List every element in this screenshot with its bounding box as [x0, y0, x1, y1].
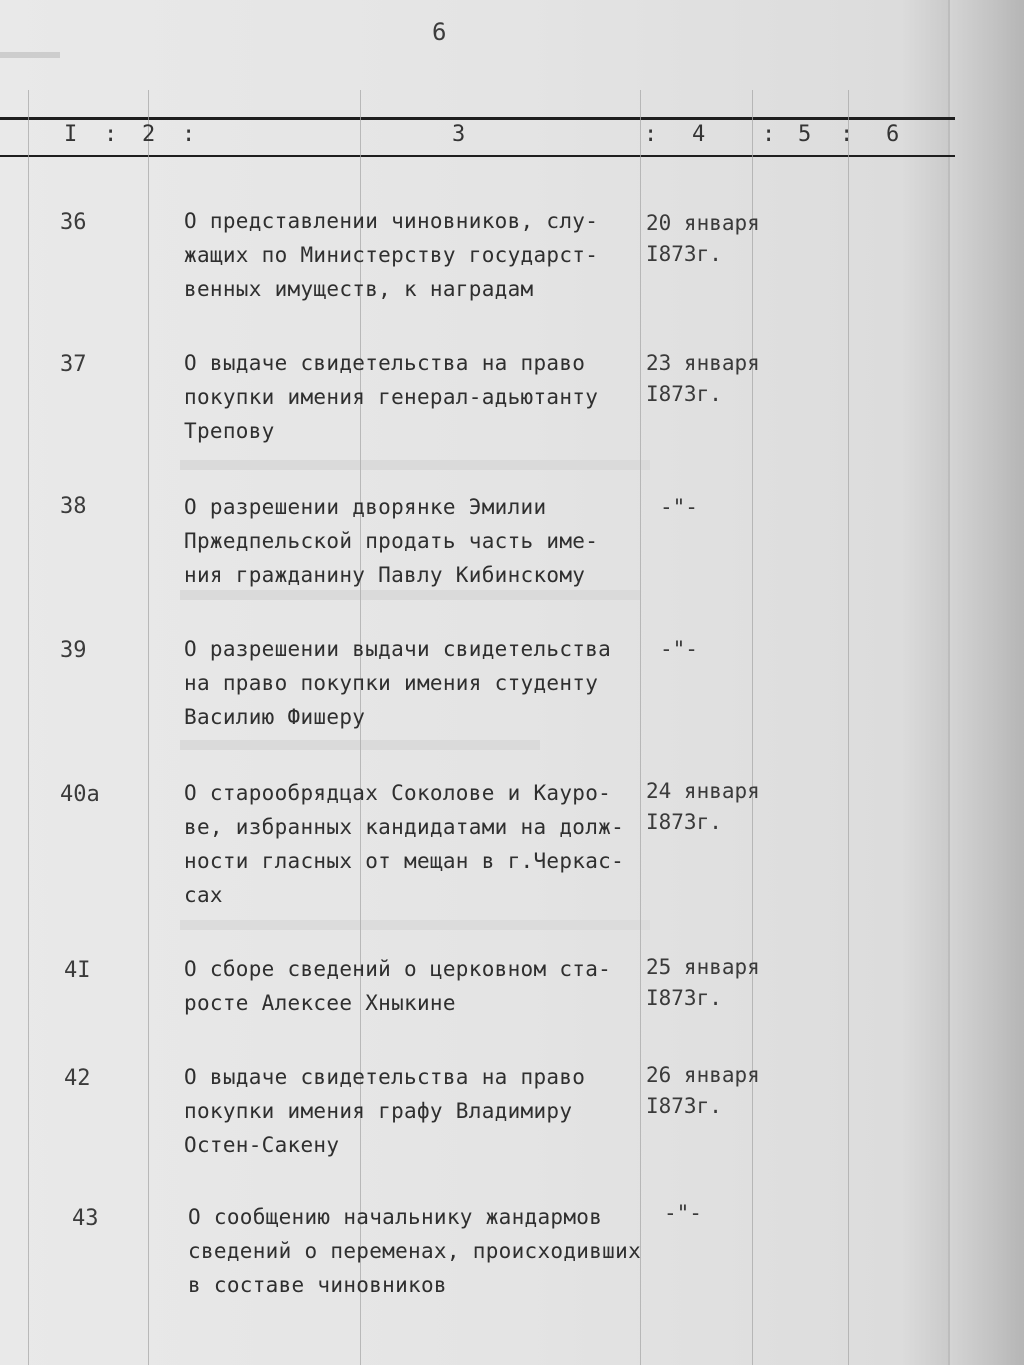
entry-line: ния гражданину Павлу Кибинскому — [184, 563, 586, 587]
entry-date-ditto: -"- — [660, 495, 698, 519]
entry-line: жащих по Министерству государст- — [184, 243, 599, 267]
entry-description — [184, 952, 644, 1020]
entry-line: О представлении чиновников, слу- — [184, 209, 599, 233]
header-separator: : — [762, 122, 776, 147]
entry-line: покупки имения графу Владимиру — [184, 1099, 573, 1123]
entry-date — [646, 776, 760, 838]
entry-date-day: 24 января — [646, 779, 760, 803]
entry-line: сах — [184, 883, 223, 907]
header-separator: : — [104, 122, 118, 147]
header-col-4: 4 — [692, 122, 706, 147]
entry-line: О выдаче свидетельства на право — [184, 1065, 586, 1089]
entry-number: 39 — [60, 638, 87, 663]
entry-line: ности гласных от мещан в г.Черкас- — [184, 849, 625, 873]
entry-line: О выдаче свидетельства на право — [184, 351, 586, 375]
entry-date-day: 23 января — [646, 351, 760, 375]
entry-number: 38 — [60, 494, 87, 519]
page-edge-shadow — [948, 0, 1024, 1365]
entry-number: 43 — [72, 1206, 99, 1231]
header-col-1: I — [64, 122, 78, 147]
entry-description — [184, 776, 644, 912]
header-col-5: 5 — [798, 122, 812, 147]
entry-line: О разрешении выдачи свидетельства — [184, 637, 612, 661]
entry-date-year: I873г. — [646, 986, 722, 1010]
entry-date-day: 26 января — [646, 1063, 760, 1087]
entry-number: 36 — [60, 210, 87, 235]
header-col-6: 6 — [886, 122, 900, 147]
entry-date — [660, 634, 698, 665]
entry-date-year: I873г. — [646, 242, 722, 266]
entry-number: 37 — [60, 352, 87, 377]
entry-line: О сообщению начальнику жандармов — [188, 1205, 603, 1229]
entry-line: в составе чиновников — [188, 1273, 447, 1297]
column-guide — [148, 90, 149, 1365]
entry-description — [184, 490, 644, 592]
entry-date-ditto: -"- — [664, 1201, 702, 1225]
bleed-through-mark — [180, 920, 650, 930]
entry-date — [646, 1060, 760, 1122]
bleed-through-mark — [180, 460, 650, 470]
header-separator: : — [644, 122, 658, 147]
entry-date-year: I873г. — [646, 1094, 722, 1118]
entry-line: О старообрядцах Соколове и Кауро- — [184, 781, 612, 805]
entry-line: Трепову — [184, 419, 275, 443]
header-separator: : — [840, 122, 854, 147]
entry-date-day: 25 января — [646, 955, 760, 979]
page-number: 6 — [432, 18, 447, 46]
entry-line: венных имуществ, к наградам — [184, 277, 534, 301]
entry-date — [660, 492, 698, 523]
entry-date-day: 20 января — [646, 211, 760, 235]
column-guide — [28, 90, 29, 1365]
entry-description — [184, 204, 644, 306]
entry-date-ditto: -"- — [660, 637, 698, 661]
entry-number: 4I — [64, 958, 91, 983]
entry-description — [184, 346, 644, 448]
entry-line: ве, избранных кандидатами на долж- — [184, 815, 625, 839]
header-separator: : — [182, 122, 196, 147]
entry-date-year: I873г. — [646, 382, 722, 406]
entry-date-year: I873г. — [646, 810, 722, 834]
entry-number: 40а — [60, 782, 100, 807]
bleed-through-mark — [0, 52, 60, 58]
entry-description — [184, 1060, 644, 1162]
entry-description — [188, 1200, 648, 1302]
header-col-3: 3 — [452, 122, 466, 147]
entry-line: О разрешении дворянке Эмилии — [184, 495, 547, 519]
entry-line: росте Алексее Хныкине — [184, 991, 456, 1015]
entry-line: Пржедпельской продать часть име- — [184, 529, 599, 553]
header-col-2: 2 — [142, 122, 156, 147]
column-guide — [752, 90, 753, 1365]
entry-date — [664, 1198, 702, 1229]
entry-line: Остен-Сакену — [184, 1133, 340, 1157]
header-rule-bottom — [0, 155, 955, 157]
entry-line: покупки имения генерал-адьютанту — [184, 385, 599, 409]
column-guide — [848, 90, 849, 1365]
entry-line: Василию Фишеру — [184, 705, 366, 729]
header-rule-top — [0, 117, 955, 120]
entry-date — [646, 952, 760, 1014]
entry-description — [184, 632, 644, 734]
entry-date — [646, 208, 760, 270]
entry-line: на право покупки имения студенту — [184, 671, 599, 695]
entry-date — [646, 348, 760, 410]
entry-line: сведений о переменах, происходивших — [188, 1239, 642, 1263]
entry-line: О сборе сведений о церковном ста- — [184, 957, 612, 981]
entry-number: 42 — [64, 1066, 91, 1091]
